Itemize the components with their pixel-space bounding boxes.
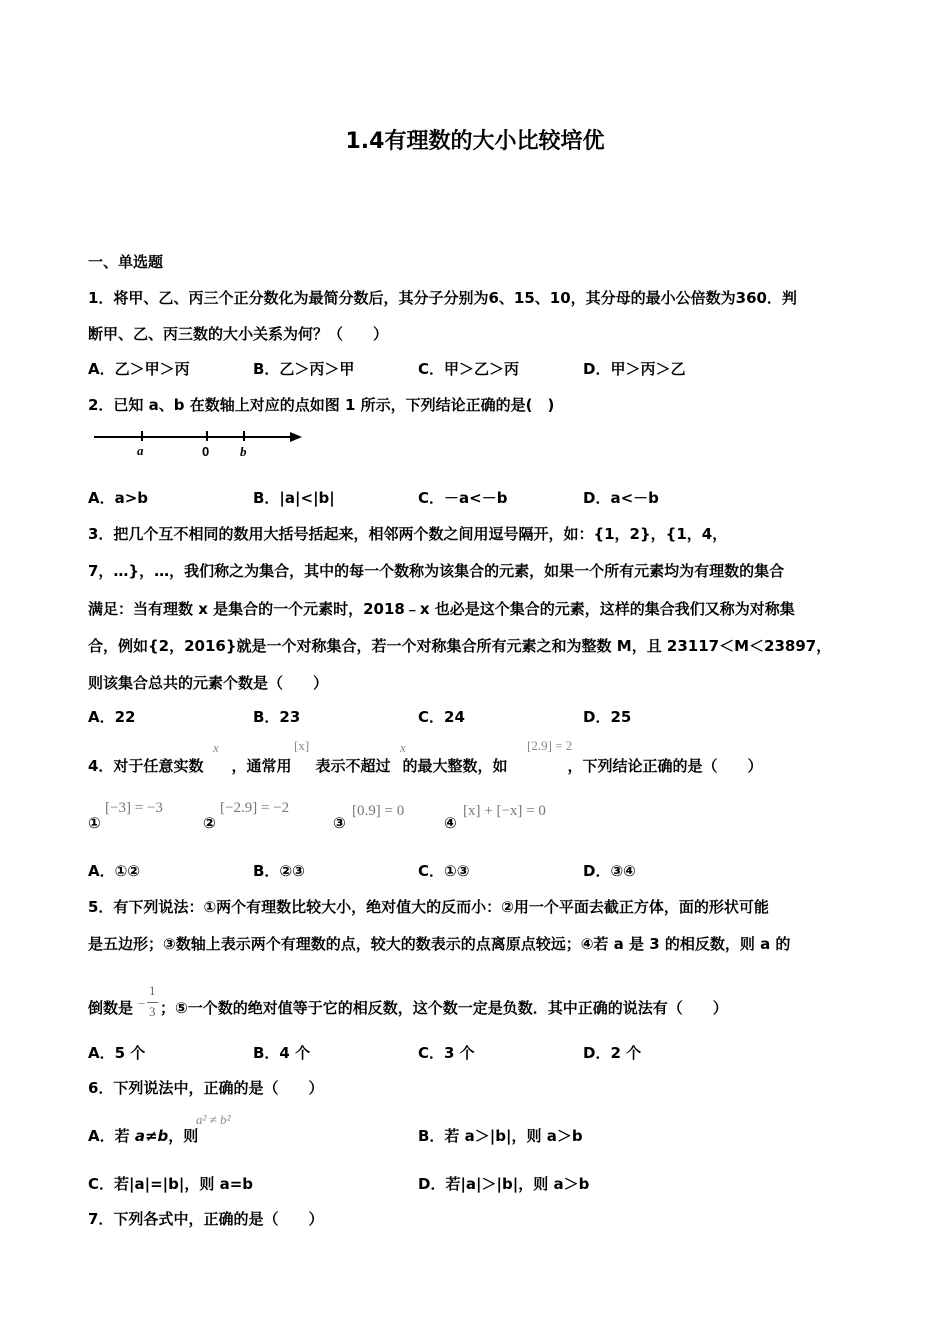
- q2-option-b[interactable]: B．|a|<|b|: [253, 489, 335, 507]
- q5-fraction-sign: −: [138, 996, 146, 1011]
- q3-text-line1: 3．把几个互不相同的数用大括号括起来，相邻两个数之间用逗号隔开，如：{1，2}，{1，4，: [88, 525, 728, 543]
- q5-text-line3: [88, 997, 728, 1018]
- q5-line3-rest: ；⑤一个数的绝对值等于它的相反数，这个数一定是负数．其中正确的说法有（ ）: [160, 999, 728, 1017]
- q4-statement-4: [444, 814, 457, 832]
- q3-option-a[interactable]: A．22: [88, 708, 136, 726]
- q4-math-bracket-x: [x]: [294, 738, 310, 753]
- q5-text-line1: 5．有下列说法：①两个有理数比较大小，绝对值大的反而小：②用一个平面去截正方体，面的形状可能: [88, 898, 769, 916]
- q3-option-d[interactable]: D．25: [583, 708, 632, 726]
- page-title: 1.4有理数的大小比较培优: [345, 129, 605, 154]
- q6-option-a-prefix: A．若: [88, 1127, 135, 1145]
- statement-3-expr: [0.9] = 0: [352, 803, 405, 819]
- q4-part3: 表示不超过: [315, 757, 391, 775]
- axis-label-b: b: [240, 444, 247, 459]
- q5-option-d[interactable]: D．2 个: [583, 1044, 642, 1062]
- q4-math-x1: x: [213, 740, 219, 755]
- q5-text-line2: 是五边形；③数轴上表示两个有理数的点，较大的数表示的点离原点较远；④若 a 是 3 的相反数，则 a 的: [88, 935, 791, 953]
- q4-part2: ，通常用: [231, 757, 292, 775]
- number-line-figure: [90, 424, 305, 464]
- statement-2-mark: ②: [203, 814, 216, 832]
- q5-fraction-denominator: 3: [149, 1004, 156, 1019]
- statement-1-expr: [−3] = −3: [105, 800, 163, 816]
- q5-line3-start: 倒数是: [88, 999, 134, 1017]
- q4-option-a[interactable]: A．①②: [88, 862, 141, 880]
- q4-statement-3: [333, 814, 346, 832]
- q6-option-b[interactable]: B．若 a＞|b|，则 a＞b: [418, 1127, 583, 1145]
- q6-option-a-expr: a² ≠ b²: [196, 1112, 231, 1127]
- q5-option-b[interactable]: B．4 个: [253, 1044, 311, 1062]
- statement-4-mark: ④: [444, 814, 457, 832]
- statement-1-mark: ①: [88, 814, 101, 832]
- q3-text-line2: 7，…}，…，我们称之为集合，其中的每一个数称为该集合的元素，如果一个所有元素均为有理数的集合: [88, 562, 785, 580]
- q6-option-a[interactable]: [88, 1125, 198, 1146]
- q2-option-d[interactable]: D．a<－b: [583, 489, 659, 507]
- q4-part5: ，下列结论正确的是（ ）: [567, 757, 763, 775]
- statement-4-expr: [x] + [−x] = 0: [463, 803, 546, 819]
- q6-option-a-var: a≠b: [134, 1127, 169, 1145]
- q1-option-d[interactable]: D．甲＞丙＞乙: [583, 360, 686, 378]
- q3-text-line5: 则该集合总共的元素个数是（ ）: [88, 674, 329, 692]
- axis-label-zero: 0: [202, 444, 210, 459]
- q6-option-c[interactable]: C．若|a|=|b|，则 a=b: [88, 1175, 254, 1193]
- q4-math-example: [2.9] = 2: [527, 738, 573, 753]
- q4-option-d[interactable]: D．③④: [583, 862, 636, 880]
- q4-text-line1: [88, 755, 763, 776]
- section-heading: 一、单选题: [88, 253, 164, 271]
- q5-option-a[interactable]: A．5 个: [88, 1044, 146, 1062]
- q2-option-a[interactable]: A．a>b: [88, 489, 149, 507]
- q4-option-b[interactable]: B．②③: [253, 862, 305, 880]
- q3-text-line3: 满足：当有理数 x 是集合的一个元素时，2018﹣x 也必是这个集合的元素，这样的集合我们又称为对称集: [88, 600, 795, 618]
- q4-option-c[interactable]: C．①③: [418, 862, 470, 880]
- q7-text-line1: 7．下列各式中，正确的是（ ）: [88, 1210, 324, 1228]
- q2-option-c[interactable]: C．－a<－b: [418, 489, 508, 507]
- q6-option-a-mid: ，则: [168, 1127, 199, 1145]
- q5-fraction-numerator: 1: [149, 983, 156, 998]
- axis-label-a: a: [137, 443, 144, 458]
- number-line-arrow: [290, 432, 302, 442]
- q3-text-line4: 合，例如{2，2016}就是一个对称集合，若一个对称集合所有元素之和为整数 M，且 23117＜M＜23897，: [88, 637, 832, 655]
- q1-option-a[interactable]: A．乙＞甲＞丙: [88, 360, 190, 378]
- q4-part1: 4．对于任意实数: [88, 757, 204, 775]
- q2-text-line1: 2．已知 a、b 在数轴上对应的点如图 1 所示，下列结论正确的是( ): [88, 396, 555, 414]
- q4-math-x2: x: [400, 740, 406, 755]
- statement-3-mark: ③: [333, 814, 346, 832]
- q1-text-line2: 断甲、乙、丙三数的大小关系为何？（ ）: [88, 325, 389, 343]
- q6-text-line1: 6．下列说法中，正确的是（ ）: [88, 1079, 324, 1097]
- q1-option-c[interactable]: C．甲＞乙＞丙: [418, 360, 520, 378]
- q3-option-c[interactable]: C．24: [418, 708, 465, 726]
- q3-option-b[interactable]: B．23: [253, 708, 301, 726]
- q6-option-d[interactable]: D．若|a|＞|b|，则 a＞b: [418, 1175, 590, 1193]
- q5-fraction-bar: [147, 1002, 158, 1003]
- q4-statement-1: [88, 814, 101, 832]
- q5-option-c[interactable]: C．3 个: [418, 1044, 475, 1062]
- q4-part4: 的最大整数，如: [402, 757, 508, 775]
- q1-text-line1: 1．将甲、乙、丙三个正分数化为最简分数后，其分子分别为6、15、10，其分母的最小公倍数为360．判: [88, 289, 797, 307]
- q1-option-b[interactable]: B．乙＞丙＞甲: [253, 360, 355, 378]
- q4-statement-2: [203, 814, 216, 832]
- statement-2-expr: [−2.9] = −2: [220, 800, 290, 816]
